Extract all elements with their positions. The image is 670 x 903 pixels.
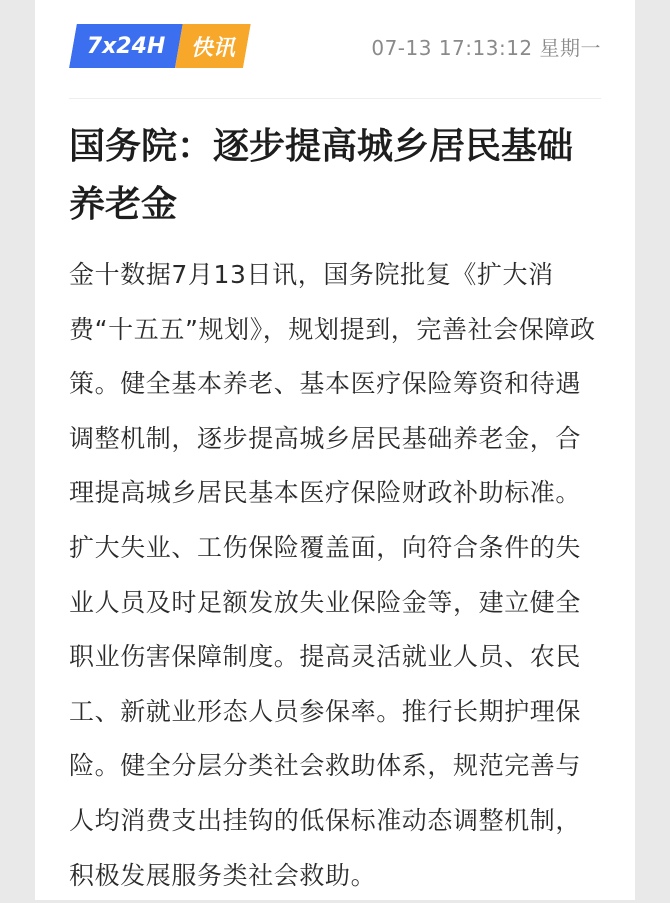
timestamp: 07-13 17:13:12 星期一	[371, 36, 601, 60]
header-divider	[69, 98, 601, 99]
badge-7x24h-label: 7x24H	[86, 33, 166, 59]
flash-header	[69, 24, 601, 70]
article-body: 金十数据7月13日讯，国务院批复《扩大消费“十五五”规划》，规划提到，完善社会保障政策。健全基本养老、基本医疗保险筹资和待遇调整机制，逐步提高城乡居民基础养老金，合理提高城乡居民基本医疗保险财政补助标准。扩大失业、工伤保险覆盖面，向符合条件的失业人员及时足额发放失业保险金等，建立健全职业伤害保障制度。提高灵活就业人员、农民工、新就业形态人员参保率。推行长期护理保险。健全分层分类社会救助体系，规范完善与人均消费支出挂钩的低保标准动态调整机制，积极发展服务类社会救助。	[69, 260, 596, 890]
news-flash-card	[35, 0, 635, 900]
badge-kuaixun-label: 快讯	[190, 35, 235, 61]
article-title: 国务院：逐步提高城乡居民基础养老金	[69, 126, 574, 225]
badge-7x24h	[69, 24, 183, 68]
badge-kuaixun	[175, 24, 251, 68]
flash-badge	[69, 24, 251, 68]
